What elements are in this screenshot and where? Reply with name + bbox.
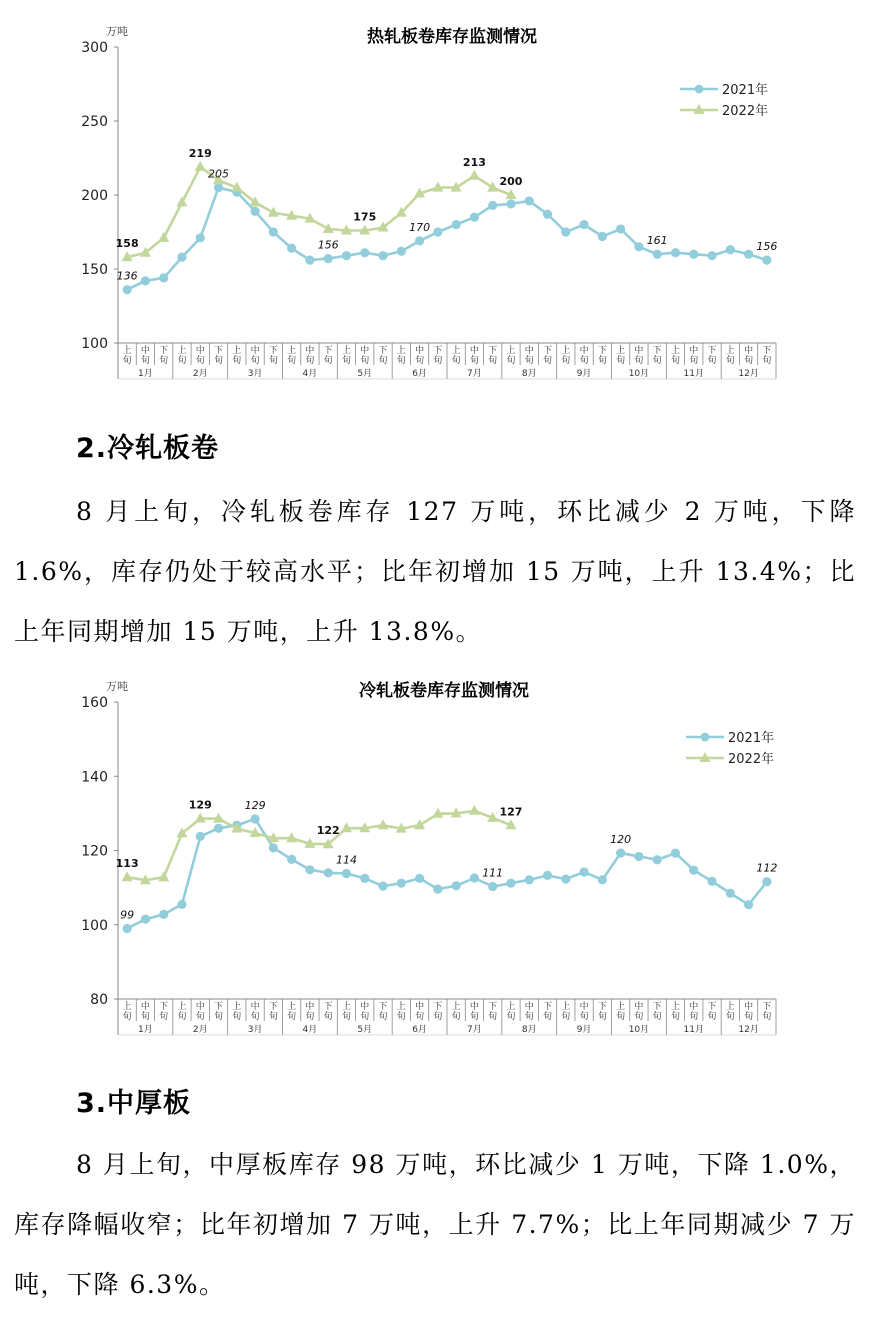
x-tick-label: 旬 (543, 1012, 553, 1022)
y-tick-label: 80 (90, 992, 108, 1008)
data-point (726, 245, 735, 254)
x-tick-label: 旬 (762, 1012, 772, 1022)
x-tick-label: 下 (433, 346, 443, 356)
x-tick-label: 上 (287, 346, 297, 356)
data-point (378, 819, 389, 829)
x-tick-label: 中 (195, 346, 205, 356)
x-tick-label: 上 (506, 346, 516, 356)
data-point (324, 254, 333, 263)
month-label: 6月 (412, 369, 427, 379)
x-tick-label: 旬 (744, 356, 754, 366)
x-tick-label: 旬 (214, 356, 224, 366)
y-tick-label: 100 (81, 336, 108, 352)
chart-title: 热轧板卷库存监测情况 (367, 27, 537, 47)
data-label: 170 (409, 220, 431, 234)
x-tick-label: 旬 (488, 356, 498, 366)
x-tick-label: 旬 (451, 1012, 461, 1022)
data-label: 175 (353, 210, 377, 224)
month-label: 12月 (738, 1025, 759, 1035)
x-tick-label: 旬 (506, 1012, 516, 1022)
x-tick-label: 旬 (378, 1012, 388, 1022)
month-label: 4月 (302, 369, 318, 379)
x-tick-label: 旬 (396, 356, 406, 366)
x-tick-label: 旬 (707, 1012, 717, 1022)
x-tick-label: 下 (543, 346, 553, 356)
x-tick-label: 中 (305, 1002, 315, 1012)
x-tick-label: 旬 (433, 1012, 443, 1022)
x-tick-label: 中 (140, 1002, 150, 1012)
data-point (360, 874, 369, 883)
x-tick-label: 中 (524, 1002, 534, 1012)
data-point (397, 247, 406, 256)
x-tick-label: 中 (469, 1002, 479, 1012)
x-tick-label: 中 (634, 1002, 644, 1012)
x-tick-label: 下 (378, 1002, 388, 1012)
x-tick-label: 中 (689, 1002, 699, 1012)
x-tick-label: 旬 (378, 356, 388, 366)
data-point (415, 874, 424, 883)
x-tick-label: 下 (159, 1002, 169, 1012)
x-tick-label: 中 (360, 1002, 370, 1012)
x-tick-label: 旬 (122, 356, 132, 366)
month-label: 10月 (628, 369, 650, 379)
x-tick-label: 旬 (433, 356, 443, 366)
data-point (360, 248, 369, 257)
data-label: 200 (499, 175, 523, 188)
data-label: 112 (756, 861, 778, 875)
data-point (196, 233, 205, 242)
x-tick-label: 旬 (597, 1012, 607, 1022)
data-point (378, 882, 387, 891)
data-point (214, 183, 223, 192)
data-point (141, 276, 150, 285)
data-point (452, 881, 461, 890)
x-tick-label: 中 (250, 346, 260, 356)
x-tick-label: 中 (250, 1002, 260, 1012)
x-tick-label: 上 (561, 346, 571, 356)
x-tick-label: 旬 (451, 356, 461, 366)
x-tick-label: 旬 (725, 356, 735, 366)
data-point (415, 236, 424, 245)
data-label: 213 (462, 155, 486, 169)
x-tick-label: 中 (524, 346, 534, 356)
x-tick-label: 上 (177, 1002, 187, 1012)
month-label: 7月 (467, 1025, 482, 1035)
data-point (488, 201, 497, 210)
x-tick-label: 旬 (268, 356, 278, 366)
data-point (195, 161, 206, 171)
month-label: 2月 (192, 1025, 208, 1035)
data-point (598, 232, 607, 241)
data-point (653, 855, 662, 864)
data-point (214, 824, 223, 833)
data-label: 156 (317, 238, 339, 252)
data-label: 161 (646, 234, 668, 248)
month-label: 5月 (357, 1025, 373, 1035)
data-label: 99 (120, 908, 135, 922)
x-tick-label: 旬 (232, 1012, 242, 1022)
x-tick-label: 中 (360, 346, 370, 356)
y-tick-label: 150 (81, 262, 108, 278)
month-label: 8月 (521, 369, 537, 379)
data-point (177, 253, 186, 262)
x-tick-label: 旬 (268, 1012, 278, 1022)
legend-marker (695, 85, 704, 94)
data-point (269, 227, 278, 236)
x-tick-label: 旬 (616, 1012, 626, 1022)
data-point (269, 843, 278, 852)
x-tick-label: 旬 (323, 356, 333, 366)
data-point (689, 250, 698, 259)
x-tick-label: 上 (396, 346, 406, 356)
month-label: 8月 (521, 1025, 537, 1035)
x-tick-label: 旬 (597, 356, 607, 366)
x-tick-label: 下 (652, 346, 662, 356)
data-point (469, 170, 480, 180)
x-tick-label: 中 (195, 1002, 205, 1012)
x-tick-label: 旬 (616, 356, 626, 366)
month-label: 3月 (247, 369, 263, 379)
month-label: 11月 (683, 1025, 704, 1035)
chart-svg (0, 668, 870, 1038)
x-tick-label: 旬 (323, 1012, 333, 1022)
data-label: 129 (188, 798, 212, 812)
x-tick-label: 下 (597, 346, 607, 356)
data-point (671, 848, 680, 857)
section-heading-medium-plate: 3.中厚板 (76, 1088, 192, 1119)
data-point (452, 220, 461, 229)
x-tick-label: 上 (451, 346, 461, 356)
x-tick-label: 下 (707, 346, 717, 356)
data-point (470, 873, 479, 882)
data-point (433, 227, 442, 236)
month-label: 9月 (576, 369, 592, 379)
x-tick-label: 下 (762, 1002, 772, 1012)
y-tick-label: 100 (81, 917, 108, 934)
y-tick-label: 120 (81, 843, 108, 860)
data-point (305, 865, 314, 874)
x-tick-label: 旬 (195, 356, 205, 366)
x-tick-label: 下 (762, 346, 772, 356)
x-tick-label: 旬 (415, 356, 425, 366)
x-tick-label: 旬 (579, 1012, 589, 1022)
chart-title: 冷轧板卷库存监测情况 (359, 681, 529, 701)
data-point (123, 285, 132, 294)
x-tick-label: 旬 (177, 356, 187, 366)
x-tick-label: 旬 (305, 1012, 315, 1022)
x-tick-label: 旬 (195, 1012, 205, 1022)
data-point (726, 889, 735, 898)
x-tick-label: 旬 (561, 1012, 571, 1022)
data-point (634, 242, 643, 251)
x-tick-label: 中 (579, 346, 589, 356)
x-tick-label: 旬 (524, 1012, 534, 1022)
data-point (689, 866, 698, 875)
data-label: 219 (188, 146, 212, 160)
x-tick-label: 上 (561, 1002, 571, 1012)
x-tick-label: 旬 (488, 1012, 498, 1022)
legend-label: 2022年 (728, 752, 775, 767)
x-tick-label: 下 (214, 1002, 224, 1012)
x-tick-label: 旬 (524, 356, 534, 366)
x-tick-label: 旬 (506, 356, 516, 366)
x-tick-label: 旬 (396, 1012, 406, 1022)
x-tick-label: 旬 (762, 356, 772, 366)
x-tick-label: 上 (616, 1002, 626, 1012)
data-point (196, 832, 205, 841)
x-tick-label: 上 (287, 1002, 297, 1012)
x-tick-label: 旬 (469, 356, 479, 366)
month-label: 6月 (412, 1025, 427, 1035)
x-tick-label: 旬 (232, 356, 242, 366)
x-tick-label: 旬 (140, 1012, 150, 1022)
legend-label: 2021年 (728, 731, 775, 746)
x-tick-label: 上 (341, 1002, 351, 1012)
paragraph-cold-rolled: 8 月上旬，冷轧板卷库存 127 万吨，环比减少 2 万吨，下降 1.6%，库存仍处于较高水平；比年初增加 15 万吨，上升 13.4%；比上年同期增加 15 万吨，上升 13.8%。 (14, 497, 856, 646)
x-tick-label: 下 (707, 1002, 717, 1012)
x-tick-label: 旬 (177, 1012, 187, 1022)
x-tick-label: 下 (323, 346, 333, 356)
data-point (671, 248, 680, 257)
data-point (122, 871, 133, 881)
x-tick-label: 上 (670, 346, 680, 356)
x-tick-label: 上 (122, 346, 132, 356)
data-point (250, 814, 259, 823)
x-tick-label: 旬 (214, 1012, 224, 1022)
data-point (525, 875, 534, 884)
x-tick-label: 旬 (670, 356, 680, 366)
series-line-1 (127, 811, 511, 880)
data-point (653, 250, 662, 259)
x-tick-label: 旬 (652, 1012, 662, 1022)
x-tick-label: 下 (214, 346, 224, 356)
data-label: 113 (115, 857, 139, 871)
x-tick-label: 下 (268, 1002, 278, 1012)
x-tick-label: 旬 (140, 356, 150, 366)
series-line-0 (127, 188, 767, 290)
x-tick-label: 下 (378, 346, 388, 356)
section-heading-cold-rolled: 2.冷轧板卷 (76, 433, 220, 464)
x-tick-label: 旬 (579, 356, 589, 366)
x-tick-label: 中 (415, 346, 425, 356)
x-tick-label: 旬 (543, 356, 553, 366)
data-label: 111 (482, 866, 504, 880)
x-tick-label: 旬 (159, 356, 169, 366)
x-tick-label: 中 (415, 1002, 425, 1012)
data-point (158, 232, 169, 242)
x-tick-label: 下 (159, 346, 169, 356)
x-tick-label: 上 (232, 346, 242, 356)
data-point (488, 882, 497, 891)
x-tick-label: 旬 (122, 1012, 132, 1022)
x-tick-label: 中 (305, 346, 315, 356)
x-tick-label: 旬 (670, 1012, 680, 1022)
x-tick-label: 旬 (341, 1012, 351, 1022)
x-tick-label: 旬 (689, 356, 699, 366)
month-label: 3月 (247, 1025, 263, 1035)
data-point (287, 244, 296, 253)
data-point (561, 227, 570, 236)
data-label: 136 (116, 269, 138, 283)
data-point (287, 855, 296, 864)
x-tick-label: 下 (597, 1002, 607, 1012)
month-label: 1月 (138, 1025, 153, 1035)
data-point (342, 251, 351, 260)
series-line-0 (127, 819, 767, 929)
data-point (158, 871, 169, 881)
data-label: 158 (115, 237, 139, 251)
x-tick-label: 下 (488, 346, 498, 356)
month-label: 1月 (138, 369, 153, 379)
x-tick-label: 上 (122, 1002, 132, 1012)
x-tick-label: 旬 (341, 356, 351, 366)
x-tick-label: 上 (725, 1002, 735, 1012)
data-point (634, 852, 643, 861)
y-tick-label: 250 (81, 114, 108, 130)
data-point (469, 805, 480, 815)
paragraph-medium-plate: 8 月上旬，中厚板库存 98 万吨，环比减少 1 万吨，下降 1.0%，库存降幅收窄；比年初增加 7 万吨，上升 7.7%；比上年同期减少 7 万吨，下降 6.3%。 (14, 1150, 856, 1299)
data-point (579, 220, 588, 229)
data-point (324, 868, 333, 877)
data-label: 127 (499, 805, 523, 819)
data-point (598, 875, 607, 884)
data-label: 114 (335, 853, 357, 867)
x-tick-label: 上 (725, 346, 735, 356)
month-label: 11月 (683, 369, 704, 379)
month-label: 2月 (192, 369, 208, 379)
data-point (579, 867, 588, 876)
x-tick-label: 旬 (287, 1012, 297, 1022)
x-tick-label: 旬 (360, 356, 370, 366)
x-tick-label: 下 (323, 1002, 333, 1012)
x-tick-label: 旬 (652, 356, 662, 366)
data-point (762, 877, 771, 886)
month-label: 7月 (467, 369, 482, 379)
x-tick-label: 中 (469, 346, 479, 356)
data-point (176, 196, 187, 206)
x-tick-label: 上 (451, 1002, 461, 1012)
data-point (378, 251, 387, 260)
data-point (305, 256, 314, 265)
x-tick-label: 上 (506, 1002, 516, 1012)
chart-svg (0, 0, 870, 390)
y-tick-label: 200 (81, 188, 108, 204)
data-point (707, 877, 716, 886)
x-tick-label: 中 (579, 1002, 589, 1012)
x-tick-label: 上 (341, 346, 351, 356)
data-point (744, 900, 753, 909)
x-tick-label: 旬 (469, 1012, 479, 1022)
x-tick-label: 旬 (287, 356, 297, 366)
month-label: 4月 (302, 1025, 318, 1035)
data-point (159, 273, 168, 282)
data-point (342, 869, 351, 878)
x-tick-label: 旬 (725, 1012, 735, 1022)
data-point (470, 213, 479, 222)
x-tick-label: 下 (433, 1002, 443, 1012)
x-tick-label: 中 (744, 1002, 754, 1012)
x-tick-label: 上 (177, 346, 187, 356)
x-tick-label: 中 (634, 346, 644, 356)
data-point (506, 879, 515, 888)
data-point (543, 210, 552, 219)
y-unit-label: 万吨 (106, 25, 128, 38)
x-tick-label: 旬 (707, 356, 717, 366)
y-tick-label: 300 (81, 40, 108, 56)
data-point (616, 224, 625, 233)
data-label: 129 (244, 798, 266, 812)
month-label: 10月 (628, 1025, 650, 1035)
x-tick-label: 下 (543, 1002, 553, 1012)
data-point (616, 848, 625, 857)
data-point (762, 256, 771, 265)
x-tick-label: 旬 (159, 1012, 169, 1022)
month-label: 5月 (357, 369, 373, 379)
data-point (707, 251, 716, 260)
legend-marker (701, 733, 710, 742)
x-tick-label: 上 (616, 346, 626, 356)
x-tick-label: 旬 (360, 1012, 370, 1022)
x-tick-label: 旬 (744, 1012, 754, 1022)
data-point (177, 900, 186, 909)
data-point (525, 196, 534, 205)
y-tick-label: 160 (81, 695, 108, 711)
x-tick-label: 下 (488, 1002, 498, 1012)
data-point (397, 879, 406, 888)
data-point (123, 924, 132, 933)
data-label: 156 (756, 240, 778, 254)
x-tick-label: 中 (689, 346, 699, 356)
x-tick-label: 下 (268, 346, 278, 356)
x-tick-label: 旬 (634, 356, 644, 366)
x-tick-label: 旬 (250, 1012, 260, 1022)
data-label: 205 (208, 167, 230, 181)
x-tick-label: 旬 (415, 1012, 425, 1022)
x-tick-label: 旬 (305, 356, 315, 366)
data-point (433, 885, 442, 894)
chart-hot-rolled-coil (0, 0, 870, 390)
month-label: 12月 (738, 369, 759, 379)
y-tick-label: 140 (81, 769, 108, 786)
data-point (561, 874, 570, 883)
data-point (506, 199, 515, 208)
legend-label: 2021年 (722, 83, 769, 98)
data-point (543, 871, 552, 880)
x-tick-label: 旬 (561, 356, 571, 366)
chart-cold-rolled-coil (0, 668, 870, 1038)
data-point (159, 910, 168, 919)
legend-label: 2022年 (722, 104, 769, 119)
x-tick-label: 中 (140, 346, 150, 356)
x-tick-label: 旬 (250, 356, 260, 366)
x-tick-label: 上 (396, 1002, 406, 1012)
data-label: 120 (610, 833, 632, 847)
y-unit-label: 万吨 (106, 680, 128, 693)
x-tick-label: 上 (232, 1002, 242, 1012)
x-tick-label: 下 (652, 1002, 662, 1012)
data-point (744, 250, 753, 259)
data-label: 122 (316, 824, 340, 838)
x-tick-label: 上 (670, 1002, 680, 1012)
month-label: 9月 (576, 1025, 592, 1035)
x-tick-label: 中 (744, 346, 754, 356)
x-tick-label: 旬 (689, 1012, 699, 1022)
data-point (141, 915, 150, 924)
data-point (250, 207, 259, 216)
x-tick-label: 旬 (634, 1012, 644, 1022)
